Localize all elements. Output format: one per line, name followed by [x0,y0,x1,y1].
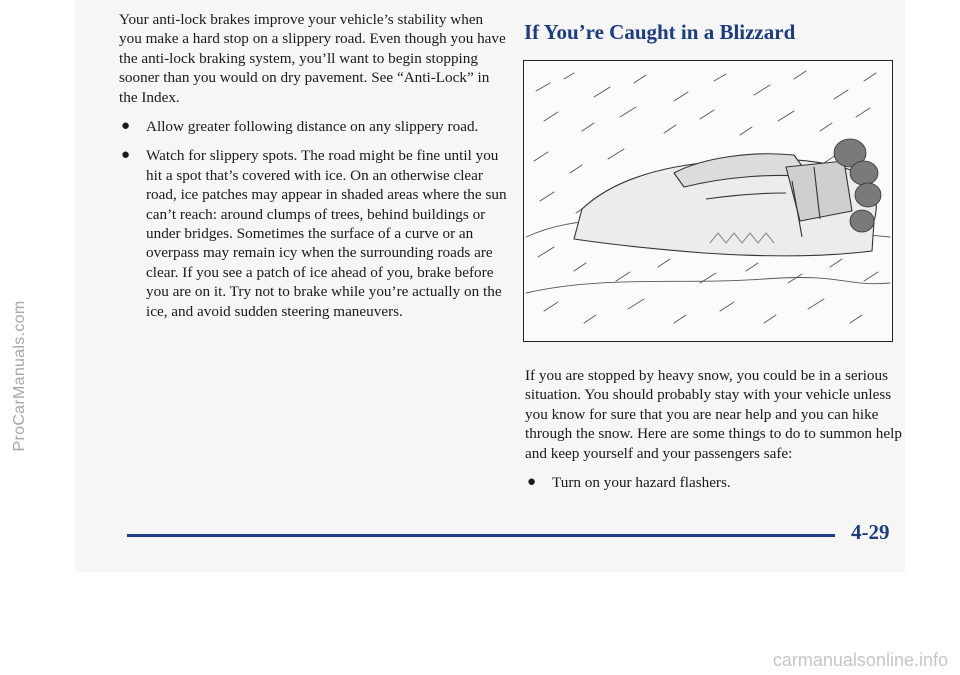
list-item [525,473,905,492]
intro-paragraph: Your anti-lock brakes improve your vehicle’s stability when you make a hard stop on a slippery road. Even though you have the anti-lock braking system, you’ll want to begin stopping sooner than you would on dry pavement. See “Anti-Lock” in the Index. [119,11,506,106]
list-item [119,117,509,136]
bullet-icon: ● [121,147,131,164]
bottom-watermark: carmanualsonline.info [772,650,948,670]
page-number: 4-29 [851,520,890,544]
section-heading: If You’re Caught in a Blizzard [524,20,796,44]
left-column [119,10,509,321]
blizzard-illustration [523,60,893,342]
list-item-text: Allow greater following distance on any slippery road. [146,118,479,136]
blizzard-paragraph: If you are stopped by heavy snow, you could be in a serious situation. You should probably stay with your vehicle unless you know for sure that you are near help and you can hike through the snow. Here are some things to do to summon help and keep yourself and your passengers safe: [525,367,902,462]
right-bullet-list [525,473,905,492]
right-column [525,366,905,492]
side-watermark-text: ProCarManuals.com [11,300,28,452]
bullet-icon: ● [527,474,537,491]
left-bullet-list [119,117,509,321]
bullet-icon: ● [121,118,131,135]
list-item [119,146,509,321]
side-watermark [6,0,34,675]
footer-rule [127,534,835,537]
list-item-text: Turn on your hazard flashers. [552,474,731,492]
list-item-text: Watch for slippery spots. The road might be fine until you hit a spot that’s covered with ice. On an otherwise clear road, ice patches may appear in shaded areas where the sun can’t reach: around clumps of trees, behind buildings or under bridges. Sometimes the surface of a curve or an overpass may remain icy when the surrounding roads are clear. If you see a patch of ice ahead of you, brake before you are on it. Try not to brake while you’re actually on the ice, and avoid sudden steering maneuvers. [146,147,507,320]
